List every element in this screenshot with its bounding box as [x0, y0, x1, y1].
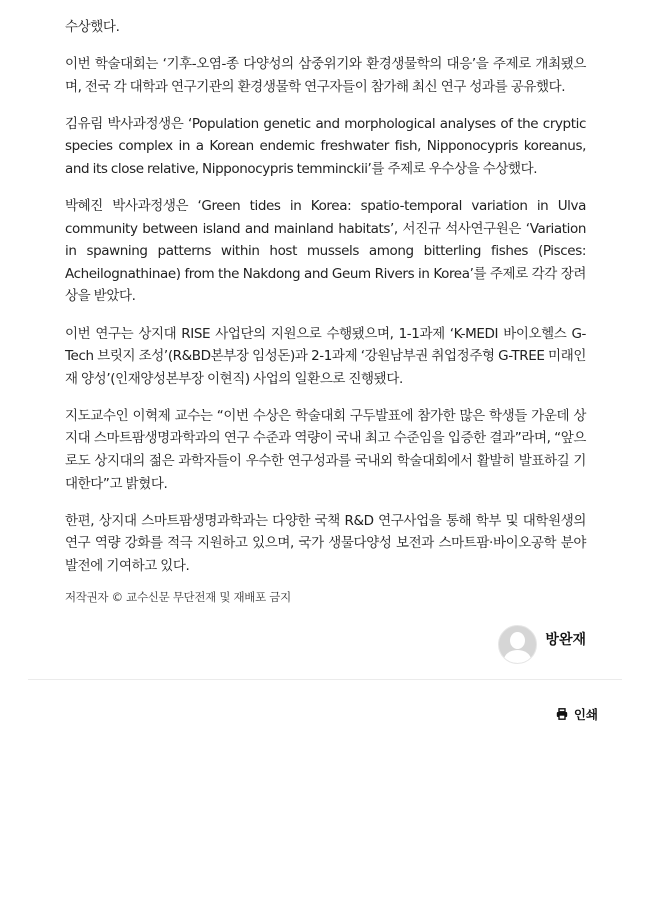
article-paragraph: 이번 연구는 상지대 RISE 사업단의 지원으로 수행됐으며, 1-1과제 ‘K-MEDI 바이오헬스 G-Tech 브릿지 조성’(R&BD본부장 임성돈)과 2-1과제 ‘강원남부권 취업정주형 G-TREE 미래인재 양성’(인재양성본부장 이현직) 사업의 일환으로 진행됐다. [65, 325, 586, 387]
divider [28, 679, 622, 680]
article-paragraph: 이번 학술대회는 ‘기후-오염-종 다양성의 삼중위기와 환경생물학의 대응’을 주제로 개최됐으며, 전국 각 대학과 연구기관의 환경생물학 연구자들이 참가해 최신 연구 성과를 공유했다. [65, 56, 586, 95]
article-paragraph: 김유림 박사과정생은 ‘Population genetic and morphological analyses of the cryptic species complex in a Korean endemic freshwater fish, Nipponocypris koreanus, and its close relative, Nipponocypris temminckii’를 주제로 우수상을 수상했다. [65, 115, 586, 177]
avatar-body-icon [504, 650, 531, 664]
article-paragraph: 수상했다. [65, 19, 120, 35]
print-button[interactable] [556, 705, 598, 723]
author-byline[interactable] [498, 625, 586, 664]
printer-icon [556, 708, 568, 720]
author-name[interactable]: 방완재 [545, 632, 586, 648]
article-paragraph: 박혜진 박사과정생은 ‘Green tides in Korea: spatio-temporal variation in Ulva community between island and mainland habitats’, 서진규 석사연구원은 ‘Variation in spawning patterns within host mussels among bitterling fishes (Pisces: Acheilognathinae) from the Nakdong and Geum Rivers in Korea’를 주제로 각각 장려상을 받았다. [65, 198, 586, 305]
avatar [498, 625, 537, 664]
avatar-head-icon [510, 632, 525, 649]
print-label: 인쇄 [573, 707, 598, 722]
copyright-notice: 저작권자 © 교수신문 무단전재 및 재배포 금지 [65, 590, 291, 604]
article-body [65, 16, 586, 592]
article-paragraph: 지도교수인 이혁제 교수는 “이번 수상은 학술대회 구두발표에 참가한 많은 학생들 가운데 상지대 스마트팜생명과학과의 연구 수준과 역량이 국내 최고 수준임을 입증한 결과”라며, “앞으로도 상지대의 젊은 과학자들이 우수한 연구성과를 국내외 학술대회에서 활발히 발표하길 기대한다”고 밝혔다. [65, 407, 586, 492]
article-paragraph: 한편, 상지대 스마트팜생명과학과는 다양한 국책 R&D 연구사업을 통해 학부 및 대학원생의 연구 역량 강화를 적극 지원하고 있으며, 국가 생물다양성 보전과 스마트팜·바이오공학 분야 발전에 기여하고 있다. [65, 512, 586, 574]
